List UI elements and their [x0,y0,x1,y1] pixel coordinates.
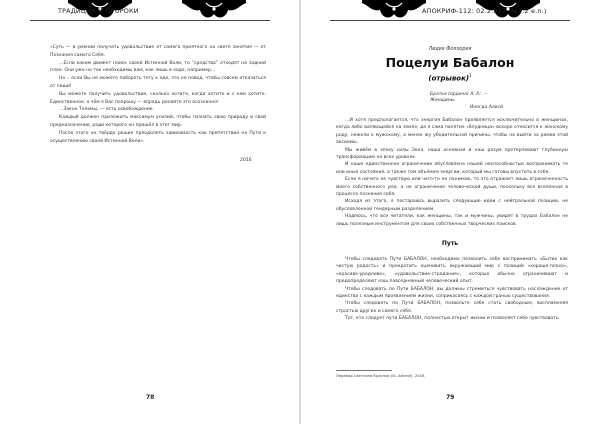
footnote: Перевод Светлана Краснов (Sr. Athenē), 2016. [336,374,426,378]
paragraph: Надеюсь, что все читатели, как женщины, так и мужчины, увидят в трудах Бабалон не лишь полезным инструментом для своих собственных творческих поисков. [336,214,568,227]
paragraph: Чтобы следовать Пути БАБАЛОН, необходимо позволить себе воспринимать «Бытие как чистую радость» и прекратить оценивать окружающий мир с позиций «хорошо-плохо», «красиво-уродливо», «удовольствие-страдание», которые обычно ограничивают и предопределяют наш повседневный человеческий опыт. [336,257,568,285]
paragraph: Тот, кто следует пути БАБАЛОН, полностью открыт жизни и позволяет себе чувствовать. [345,316,560,322]
header-rule [330,20,570,21]
article-title: Поцелуи Бабалон [385,55,515,70]
right-page [300,0,600,424]
epigraph-signature: Иногда Алисй [470,104,504,110]
paragraph: Чтобы следовать по Пути БАБАЛОН, вы должны стремиться чувствовать наслаждение от единства с каждым проявлением жизни, соприкасаясь с каждой гранью существования. [336,286,568,300]
header-rule [30,20,270,21]
right-body-text [336,117,568,228]
footnote-rule [336,370,392,371]
left-body-text [50,44,266,145]
footnote-mark: 1 [469,73,472,78]
paragraph: Каждый должен приложить максимум усилий, чтобы познать свою природу и свой предназначение, ради которого он пришёл в этот мир. [50,115,266,128]
article-subtitle [300,73,600,82]
paragraph: Исходя из этого, я постараюсь выразить следующие идеи с нейтральной позиции, не обусловленной гендерным разделением. [336,199,568,212]
paragraph: Мы живём в эпоху силы Эона, наша основная и наш разум претерпевают глубинную трансформацию на всех уровнях. [336,147,568,161]
subtitle-text: (отрывок) [428,74,470,83]
paragraph: И наше единственное ограничение обусловлено нашей неспособностью воспринимать те или иные состояния, а также тем объёмом энергии, который мы готовы впустить в себя. [336,162,568,175]
paragraph: После этого он твёрдо решил преодолеть зависимость как препятствие на Пути к осуществлению своей Истинной Воли». [50,130,266,144]
paragraph: «Суть — в умении получать удовольствие от самого приятного на свете занятия — от Познания самого Себя. [50,45,266,58]
epigraph [430,92,503,111]
running-header: АПОКРИФ-112: 02.2.017 (№5.2 e.n.) [422,7,547,15]
section-heading: Путь [441,240,459,247]
paragraph: Чтобы следовать по Пути БАБАЛОН, позвольте себе стать свободным, воспламеняя страстью других и самого себя. [336,301,568,314]
paragraph: Но… если Вы не можете побороть тягу к еде, это не повод, чтобы совсем отказаться от пищи! [50,76,266,89]
paragraph: …И хотя предполагается, что энергия Бабалон проявляется исключительно в женщинах, когда либо валяющейся на земле, да я сама понятие «блудница» вскоре относится к женскому роду, нежели к мужскому, а менее жу убедительной причины, чтобы не выйти за рамки этой аксиомы. [336,118,568,146]
floral-ornament-icon [182,0,246,22]
paragraph: …Закон Телемы, — есть освобождение. [59,107,154,113]
page-number: 78 [146,394,155,401]
floral-ornament-icon [362,0,426,22]
section-body-text [336,256,568,323]
paragraph: Вы можете получить удовольствие, сколько хотите, когда хотите и с кем хотите. Единственное, о чём я Вас попрошу — впредь делайте это осознанно! [50,91,266,105]
epigraph-line: Братья (ордена) А∴А∴ — [430,92,489,97]
paragraph: …Если каким движет поиск своей Истинной Воли, то “средства” отходят на задний план. Они уже не так необходимы вам, как лишь в ходе, например… [50,60,266,74]
article-author: Лидия Фоллория [428,47,472,52]
epigraph-line: Женщины. [430,98,456,104]
page-number: 79 [446,394,455,401]
paragraph: Если я ничего не чувствую или чего-то не понимаю, то это отражает лишь ограниченность моего собственного ума, а не ограничение человеческой души, поскольку вся вселенная в процессе познания себя. [336,177,568,198]
year-mark: 2016 [240,158,252,163]
running-header: ТРАДИЦИИ И ПРОРОКИ [58,7,139,15]
